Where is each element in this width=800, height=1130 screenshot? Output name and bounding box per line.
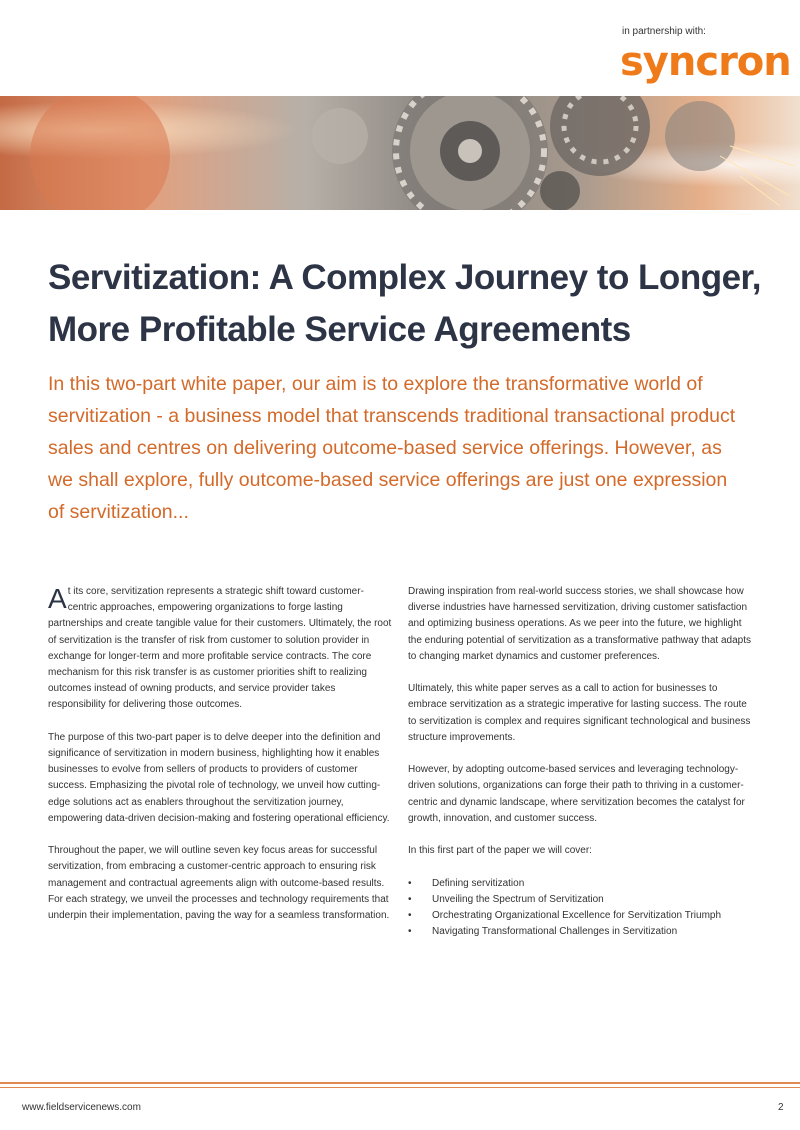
right-paragraph-2: Ultimately, this white paper serves as a call to action for businesses to embrace servitization as a strategic imperative for lasting success. The route to servitization is complex and requires significant technological and business structure improvements. bbox=[408, 683, 751, 743]
right-paragraph-3: However, by adopting outcome-based services and leveraging technology-driven solutions, organizations can forge their path to thriving in a customer-centric and dynamic landscape, where servitization becomes the catalyst for growth, innovation, and customer success. bbox=[408, 764, 745, 824]
left-paragraph-1-text: t its core, servitization represents a strategic shift toward customer-centric approaches, empowering organizations to forge lasting partnerships and create tangible value for their customers. Ultimately, the root of servitization is the transfer of risk from customer to solution provider in exchange for longer-term and more profitable service contracts. The core mechanism for this risk transfer is as customer priorities shift to realizing outcomes instead of owning products, and service provider takes responsibility for delivering those outcomes. bbox=[48, 586, 392, 711]
right-column bbox=[408, 584, 753, 940]
list-item: • Defining servitization bbox=[408, 876, 753, 892]
machinery-gears-photo-icon bbox=[0, 96, 800, 210]
drop-cap: A bbox=[48, 583, 67, 614]
hero-image bbox=[0, 96, 800, 210]
page-title: Servitization: A Complex Journey to Longer, More Profitable Service Agreements bbox=[48, 258, 761, 349]
list-item: • Unveiling the Spectrum of Servitization bbox=[408, 892, 753, 908]
right-paragraph-4: In this first part of the paper we will cover: bbox=[408, 845, 592, 857]
footer-url-link[interactable]: www.fieldservicenews.com bbox=[22, 1102, 141, 1113]
page-number: 2 bbox=[778, 1102, 784, 1113]
list-item: • Orchestrating Organizational Excellence for Servitization Triumph bbox=[408, 908, 753, 924]
intro-paragraph: In this two-part white paper, our aim is to explore the transformative world of servitization - a business model that transcends traditional transactional product sales and centres on delivering outcome-based service offerings. However, as we shall explore, fully outcome-based service offerings are just one expression of servitization... bbox=[48, 373, 736, 523]
left-paragraph-2: The purpose of this two-part paper is to delve deeper into the definition and significance of servitization in modern business, highlighting how it enables businesses to evolve from sellers of products to providers of customer success. Emphasizing the pivotal role of technology, we unveil how cutting-edge solutions act as enablers throughout the servitization journey, empowering data-driven decision-making and fostering operational efficiency. bbox=[48, 731, 390, 824]
coverage-list bbox=[408, 876, 753, 941]
footer-divider bbox=[0, 1082, 800, 1084]
syncron-logo: syncron bbox=[620, 39, 791, 85]
partnership-label: in partnership with: bbox=[622, 26, 706, 37]
right-paragraph-1: Drawing inspiration from real-world success stories, we shall showcase how diverse industries have harnessed servitization, driving customer satisfaction and optimizing business operations. As we peer into the future, we highlight the enduring potential of servitization as a transformative pathway that adapts to changing market dynamics and customer preferences. bbox=[408, 586, 751, 662]
left-paragraph-3: Throughout the paper, we will outline seven key focus areas for successful servitization, from embracing a customer-centric approach to ensuring risk management and contractual agreements align with outcome-based results. For each strategy, we unveil the processes and technology requirements that underpin their implementation, paving the way for a seamless transformation. bbox=[48, 845, 390, 922]
footer-divider-thin bbox=[0, 1087, 800, 1088]
left-paragraph-1 bbox=[48, 584, 393, 714]
list-item: • Navigating Transformational Challenges in Servitization bbox=[408, 924, 753, 940]
left-column bbox=[48, 584, 393, 940]
